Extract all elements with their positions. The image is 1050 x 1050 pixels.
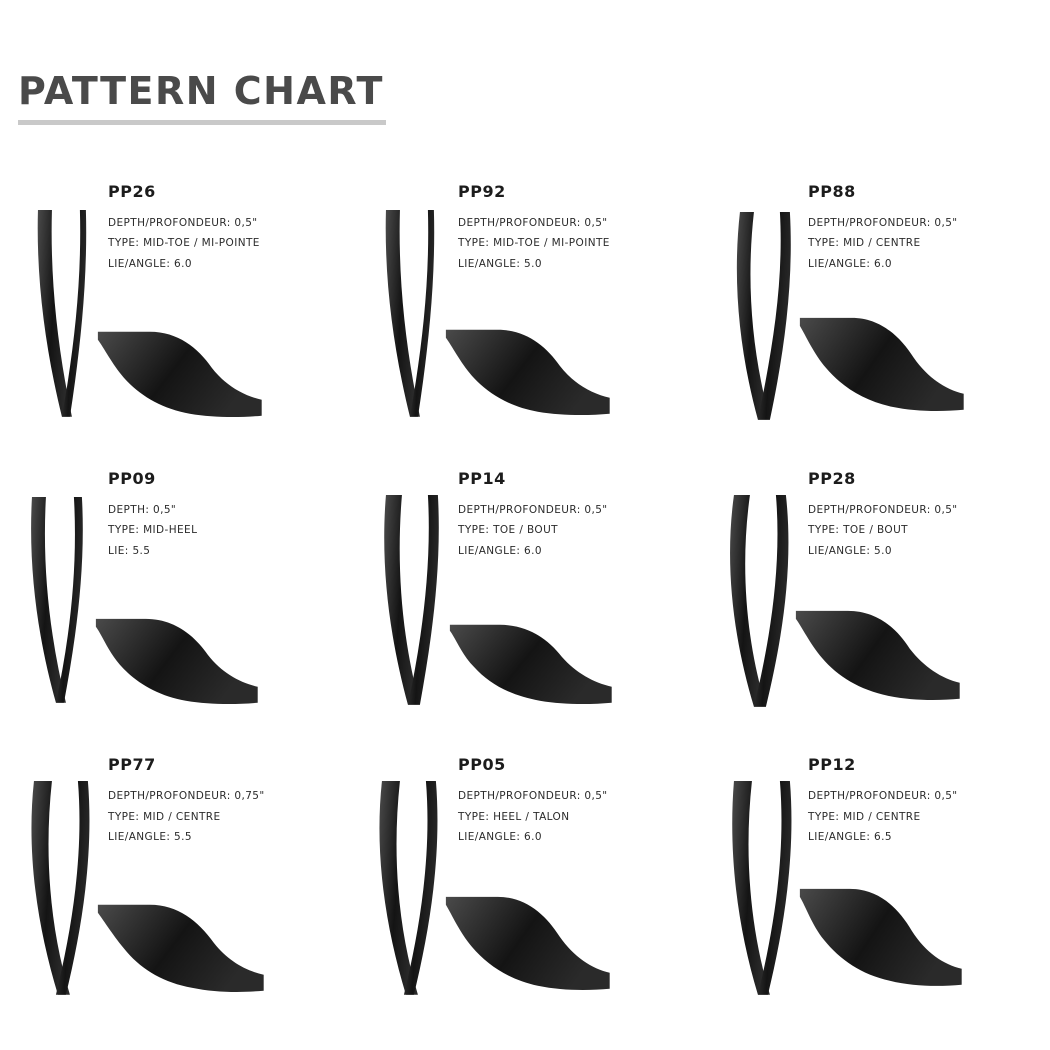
pattern-spec-lie: LIE/ANGLE: 6.0 — [458, 544, 542, 557]
pattern-spec-lie: LIE/ANGLE: 6.0 — [108, 257, 192, 270]
pattern-cell-pp88 — [700, 172, 1050, 459]
pattern-info-pp88 — [808, 182, 1018, 274]
pattern-grid — [0, 172, 1050, 1032]
pattern-spec-type: TYPE: MID / CENTRE — [808, 237, 921, 250]
pattern-cell-pp26 — [0, 172, 350, 459]
pattern-info-pp92 — [458, 182, 668, 274]
pattern-spec-type: TYPE: TOE / BOUT — [458, 524, 558, 537]
pattern-spec-depth: DEPTH: 0,5" — [108, 503, 177, 516]
pattern-spec-depth: DEPTH/PROFONDEUR: 0,5" — [458, 790, 608, 803]
pattern-spec-type: TYPE: TOE / BOUT — [808, 524, 908, 537]
pattern-spec-depth: DEPTH/PROFONDEUR: 0,5" — [808, 503, 958, 516]
pattern-code: PP77 — [108, 755, 156, 775]
pattern-cell-pp92 — [350, 172, 700, 459]
pattern-cell-pp12 — [700, 745, 1050, 1032]
pattern-code: PP92 — [458, 182, 506, 201]
pattern-cell-pp14 — [350, 459, 700, 746]
pattern-info-pp14 — [458, 469, 668, 561]
pattern-code: PP88 — [808, 182, 856, 201]
pattern-info-pp77 — [108, 755, 318, 847]
pattern-code: PP05 — [458, 755, 506, 775]
pattern-spec-lie: LIE: 5.5 — [108, 544, 151, 557]
pattern-spec-depth: DEPTH/PROFONDEUR: 0,5" — [458, 217, 608, 229]
pattern-info-pp28 — [808, 469, 1018, 561]
pattern-spec-lie: LIE/ANGLE: 5.5 — [108, 831, 192, 844]
pattern-info-pp12 — [808, 755, 1018, 847]
pattern-code: PP09 — [108, 468, 156, 488]
pattern-spec-type: TYPE: HEEL / TALON — [458, 810, 570, 823]
pattern-info-pp09 — [108, 469, 318, 561]
pattern-cell-pp09 — [0, 459, 350, 746]
pattern-code: PP28 — [808, 468, 856, 488]
pattern-spec-type: TYPE: MID-TOE / MI-POINTE — [458, 237, 610, 250]
pattern-info-pp05 — [458, 755, 668, 847]
pattern-spec-depth: DEPTH/PROFONDEUR: 0,5" — [808, 790, 958, 803]
pattern-cell-pp28 — [700, 459, 1050, 746]
page-header — [18, 69, 1032, 125]
pattern-spec-depth: DEPTH/PROFONDEUR: 0,5" — [458, 503, 608, 516]
pattern-spec-lie: LIE/ANGLE: 5.0 — [458, 257, 542, 270]
pattern-spec-type: TYPE: MID-TOE / MI-POINTE — [108, 237, 260, 250]
pattern-spec-depth: DEPTH/PROFONDEUR: 0,5" — [808, 217, 958, 229]
pattern-cell-pp05 — [350, 745, 700, 1032]
title-divider — [18, 120, 386, 125]
pattern-spec-lie: LIE/ANGLE: 6.0 — [808, 257, 892, 270]
pattern-spec-lie: LIE/ANGLE: 6.5 — [808, 831, 892, 844]
page-title: PATTERN CHART — [18, 69, 384, 113]
pattern-info-pp26 — [108, 182, 318, 274]
pattern-spec-lie: LIE/ANGLE: 6.0 — [458, 831, 542, 844]
pattern-spec-depth: DEPTH/PROFONDEUR: 0,75" — [108, 790, 265, 803]
pattern-code: PP14 — [458, 468, 506, 488]
pattern-spec-depth: DEPTH/PROFONDEUR: 0,5" — [108, 217, 258, 229]
pattern-spec-type: TYPE: MID-HEEL — [108, 524, 198, 537]
pattern-spec-type: TYPE: MID / CENTRE — [108, 810, 221, 823]
pattern-code: PP26 — [108, 182, 156, 201]
pattern-spec-lie: LIE/ANGLE: 5.0 — [808, 544, 892, 557]
pattern-code: PP12 — [808, 755, 856, 775]
pattern-cell-pp77 — [0, 745, 350, 1032]
pattern-spec-type: TYPE: MID / CENTRE — [808, 810, 921, 823]
